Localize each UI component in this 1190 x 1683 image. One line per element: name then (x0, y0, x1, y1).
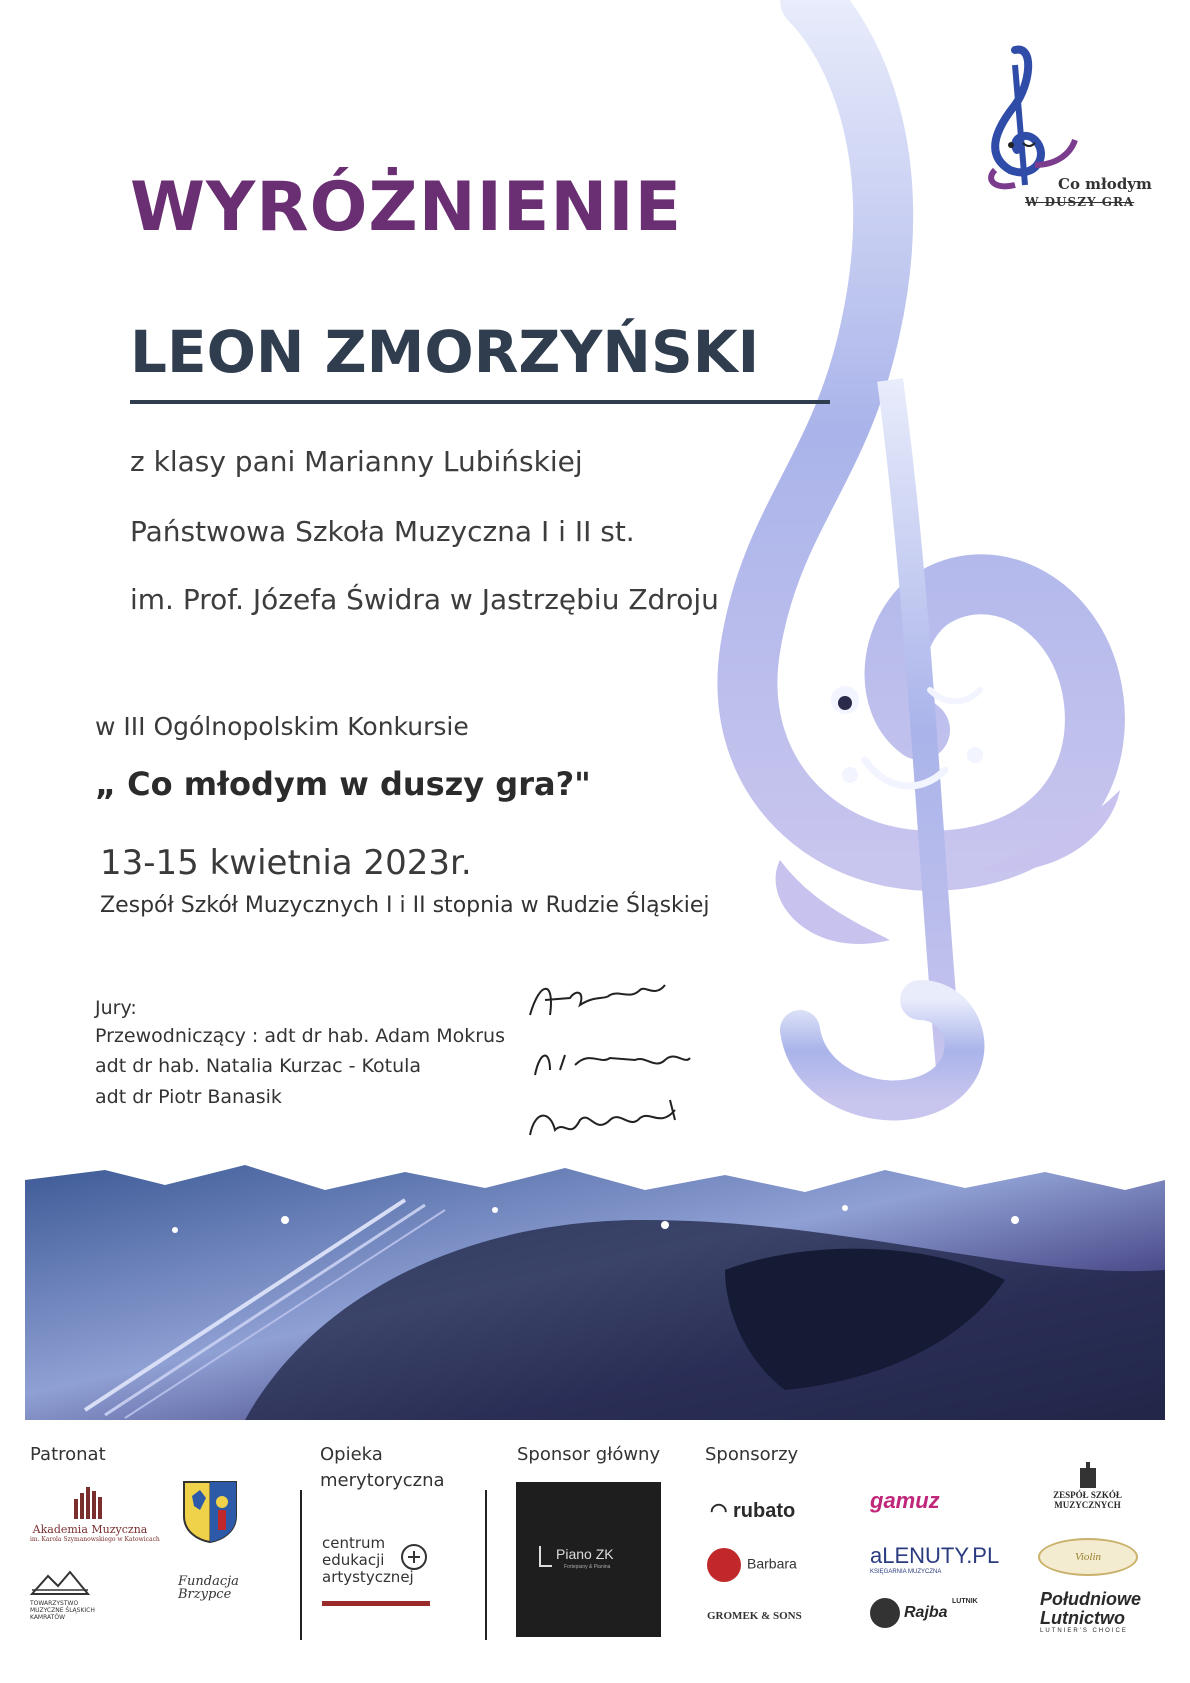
gromek-logo: GROMEK & SONS (707, 1610, 802, 1622)
teacher-class-line: z klasy pani Marianny Lubińskiej (130, 445, 583, 478)
jury-signatures (515, 970, 715, 1150)
foundation-logo (178, 1575, 278, 1635)
lutnictwo-tagline: LUTNIER'S CHOICE (1040, 1628, 1128, 1634)
competition-name: „ Co młodym w duszy gra?" (95, 765, 591, 803)
jury-member: adt dr hab. Natalia Kurzac - Kotula (95, 1055, 422, 1077)
rubato-logo (710, 1498, 795, 1523)
foundation-name: Fundacja Brzypce (178, 1574, 239, 1602)
section-divider (300, 1490, 302, 1640)
event-venue: Zespół Szkół Muzycznych I i II stopnia w Rudzie Śląskiej (100, 893, 710, 918)
alenuty-name: aLENUTY.PL (870, 1543, 1000, 1568)
logo-text-line-2: W DUSZY GRA (1025, 195, 1135, 209)
jury-chair: Przewodniczący : adt dr hab. Adam Mokrus (95, 1025, 505, 1047)
arts-education-center-logo (322, 1535, 442, 1605)
barbara-name: Barbara (747, 1555, 797, 1572)
sponsors-label: Sponsorzy (705, 1444, 799, 1465)
competition-intro: w III Ogólnopolskim Konkursie (95, 712, 469, 741)
laureate-name: LEON ZMORZYŃSKI (130, 318, 760, 386)
barbara-logo (707, 1548, 797, 1582)
rajba-name: Rajba (904, 1604, 948, 1622)
lutnictwo-line-2: Lutnictwo (1040, 1608, 1125, 1628)
patronage-label: Patronat (30, 1444, 106, 1465)
piano-zk-logo (516, 1482, 661, 1637)
rubato-name: rubato (733, 1500, 796, 1522)
event-date: 13-15 kwietnia 2023r. (100, 843, 472, 883)
organ-pipes-icon (70, 1485, 110, 1519)
rajba-label: LUTNIK (952, 1598, 978, 1605)
gamuz-logo: gamuz (870, 1488, 940, 1513)
cea-line: artystycznej (322, 1568, 414, 1586)
alenuty-subtitle: KSIĘGARNIA MUZYCZNA (870, 1569, 942, 1575)
clef-logo-icon (975, 45, 1085, 195)
substantive-care-label: Opieka merytoryczna (320, 1444, 445, 1491)
academy-logo (30, 1485, 160, 1565)
school-line: Państwowa Szkoła Muzyczna I i II st. (130, 515, 635, 548)
main-sponsor-label: Sponsor główny (517, 1444, 661, 1465)
cea-emblem-icon (400, 1543, 428, 1571)
section-divider (485, 1490, 487, 1640)
name-underline (130, 400, 830, 404)
violin-photo-banner (25, 1160, 1165, 1420)
piano-zk-subtitle: Fortepiany & Pianina (564, 1564, 611, 1570)
school-patron-line: im. Prof. Józefa Świdra w Jastrzębiu Zdroju (130, 583, 719, 616)
cea-line: centrum (322, 1534, 386, 1552)
zss-name: ZESPÓŁ SZKÓŁ MUZYCZNYCH (1053, 1490, 1122, 1510)
alenuty-logo (870, 1543, 999, 1575)
building-icon (1076, 1462, 1100, 1488)
music-society-logo (30, 1570, 120, 1640)
rajba-emblem-icon (870, 1598, 900, 1628)
barbara-emblem-icon (707, 1548, 741, 1582)
jury-label: Jury: (95, 997, 137, 1019)
rajba-logo (870, 1598, 978, 1628)
rubato-arc-icon: ◠ (710, 1500, 728, 1522)
society-name: TOWARZYSTWO MUZYCZNE ŚLĄSKICH KAMRATÓW (30, 1600, 95, 1621)
music-school-complex-logo (1040, 1462, 1135, 1510)
piano-zk-name: Piano ZK (556, 1546, 614, 1562)
logo-text-line-1: Co młodym (1058, 175, 1152, 193)
academy-name: Akademia Muzyczna (32, 1523, 148, 1536)
award-title: WYRÓŻNIENIE (130, 168, 683, 247)
jury-member: adt dr Piotr Banasik (95, 1086, 282, 1108)
lutnictwo-line-1: Południowe (1040, 1589, 1141, 1609)
oval-sponsor-name: Violin (1074, 1551, 1102, 1563)
festival-logo (975, 45, 1152, 235)
lutnictwo-logo (1040, 1590, 1141, 1634)
oval-sponsor-logo (1038, 1538, 1138, 1576)
academy-subtitle: im. Karola Szymanowskiego w Katowicach (30, 1536, 160, 1543)
piano-icon (538, 1544, 554, 1568)
cea-line: edukacji (322, 1551, 385, 1569)
mountains-icon (30, 1570, 90, 1596)
coat-of-arms-icon (182, 1480, 238, 1544)
cea-underline (322, 1601, 430, 1606)
